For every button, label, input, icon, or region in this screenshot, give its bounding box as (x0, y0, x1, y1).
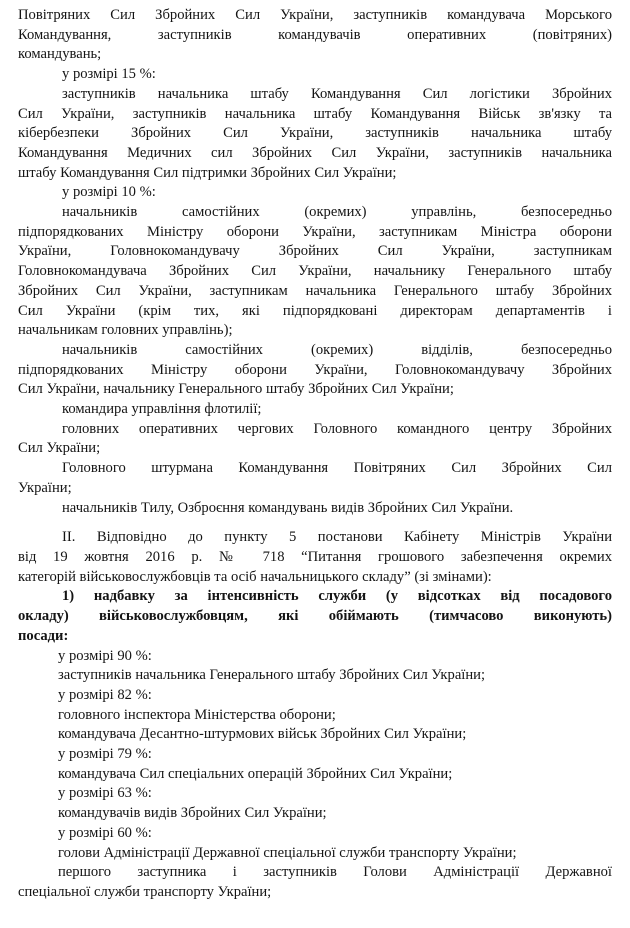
rate-heading: у розмірі 82 %: (58, 686, 152, 703)
paragraph: Повітряних Сил Збройних Сил України, заступників командувача Морського Командування, заступників командувачів оперативних (повітряних) командувань; (18, 7, 612, 63)
list-item: командувача Сил спеціальних операцій Збройних Сил України; (58, 765, 453, 782)
list-item: головного інспектора Міністерства оборони; (58, 706, 336, 723)
rate-heading: у розмірі 10 %: (62, 184, 156, 201)
paragraph: командира управління флотилії; (62, 401, 262, 418)
rate-heading: у розмірі 15 %: (62, 66, 156, 83)
paragraph: заступників начальника штабу Командування Сил логістики Збройних Сил України, заступників начальника штабу Командування Військ зв'язку та кібербезпеки Збройних Сил України, заступників начальника штабу Командування Медичних сил Збройних Сил України, заступників начальника штабу Командування Сил підтримки Збройних Сил України; (18, 85, 612, 181)
section-two-paragraph: II. Відповідно до пункту 5 постанови Кабінету Міністрів України від 19 жовтня 2016 р. № 718 “Питання грошового забезпечення окремих категорій військовослужбовців та осіб начальницького складу” (зі змінами): (18, 529, 612, 585)
list-item: командувачів видів Збройних Сил України; (58, 805, 327, 822)
rate-heading: у розмірі 63 %: (58, 785, 152, 802)
paragraph: першого заступника і заступників Голови Адміністрації Державної спеціальної служби транспорту України; (18, 864, 612, 900)
paragraph: головних оперативних чергових Головного командного центру Збройних Сил України; (18, 420, 612, 457)
list-item: голови Адміністрації Державної спеціальної служби транспорту України; (58, 844, 517, 861)
rate-heading: у розмірі 60 %: (58, 824, 152, 841)
paragraph: Головного штурмана Командування Повітряних Сил Збройних Сил України; (18, 460, 612, 496)
paragraph: начальників Тилу, Озброєння командувань видів Збройних Сил України. (62, 499, 514, 516)
rate-heading: у розмірі 90 %: (58, 647, 152, 664)
paragraph: начальників самостійних (окремих) відділів, безпосередньо підпорядкованих Міністру оборони України, Головнокомандувачу Збройних Сил України, начальнику Генерального штабу Збройних Сил України; (18, 341, 612, 398)
rate-heading: у розмірі 79 %: (58, 746, 152, 763)
paragraph: начальників самостійних (окремих) управлінь, безпосередньо підпорядкованих Міністру оборони України, заступникам Міністра оборони України, Головнокомандувачу Збройних Сил України, заступникам Головнокомандувача Збройних Сил України, начальнику Генерального штабу Збройних Сил України, заступникам начальника Генерального штабу Збройних Сил України (крім тих, які підпорядковані директорам департаментів і начальникам головних управлінь); (18, 204, 612, 339)
bold-clause: 1) надбавку за інтенсивність служби (у відсотках від посадового окладу) військовослужбовцям, які обіймають (тимчасово виконують) посади: (18, 588, 612, 644)
list-item: заступників начальника Генерального штабу Збройних Сил України; (58, 667, 486, 684)
list-item: командувача Десантно-штурмових військ Збройних Сил України; (58, 726, 467, 743)
